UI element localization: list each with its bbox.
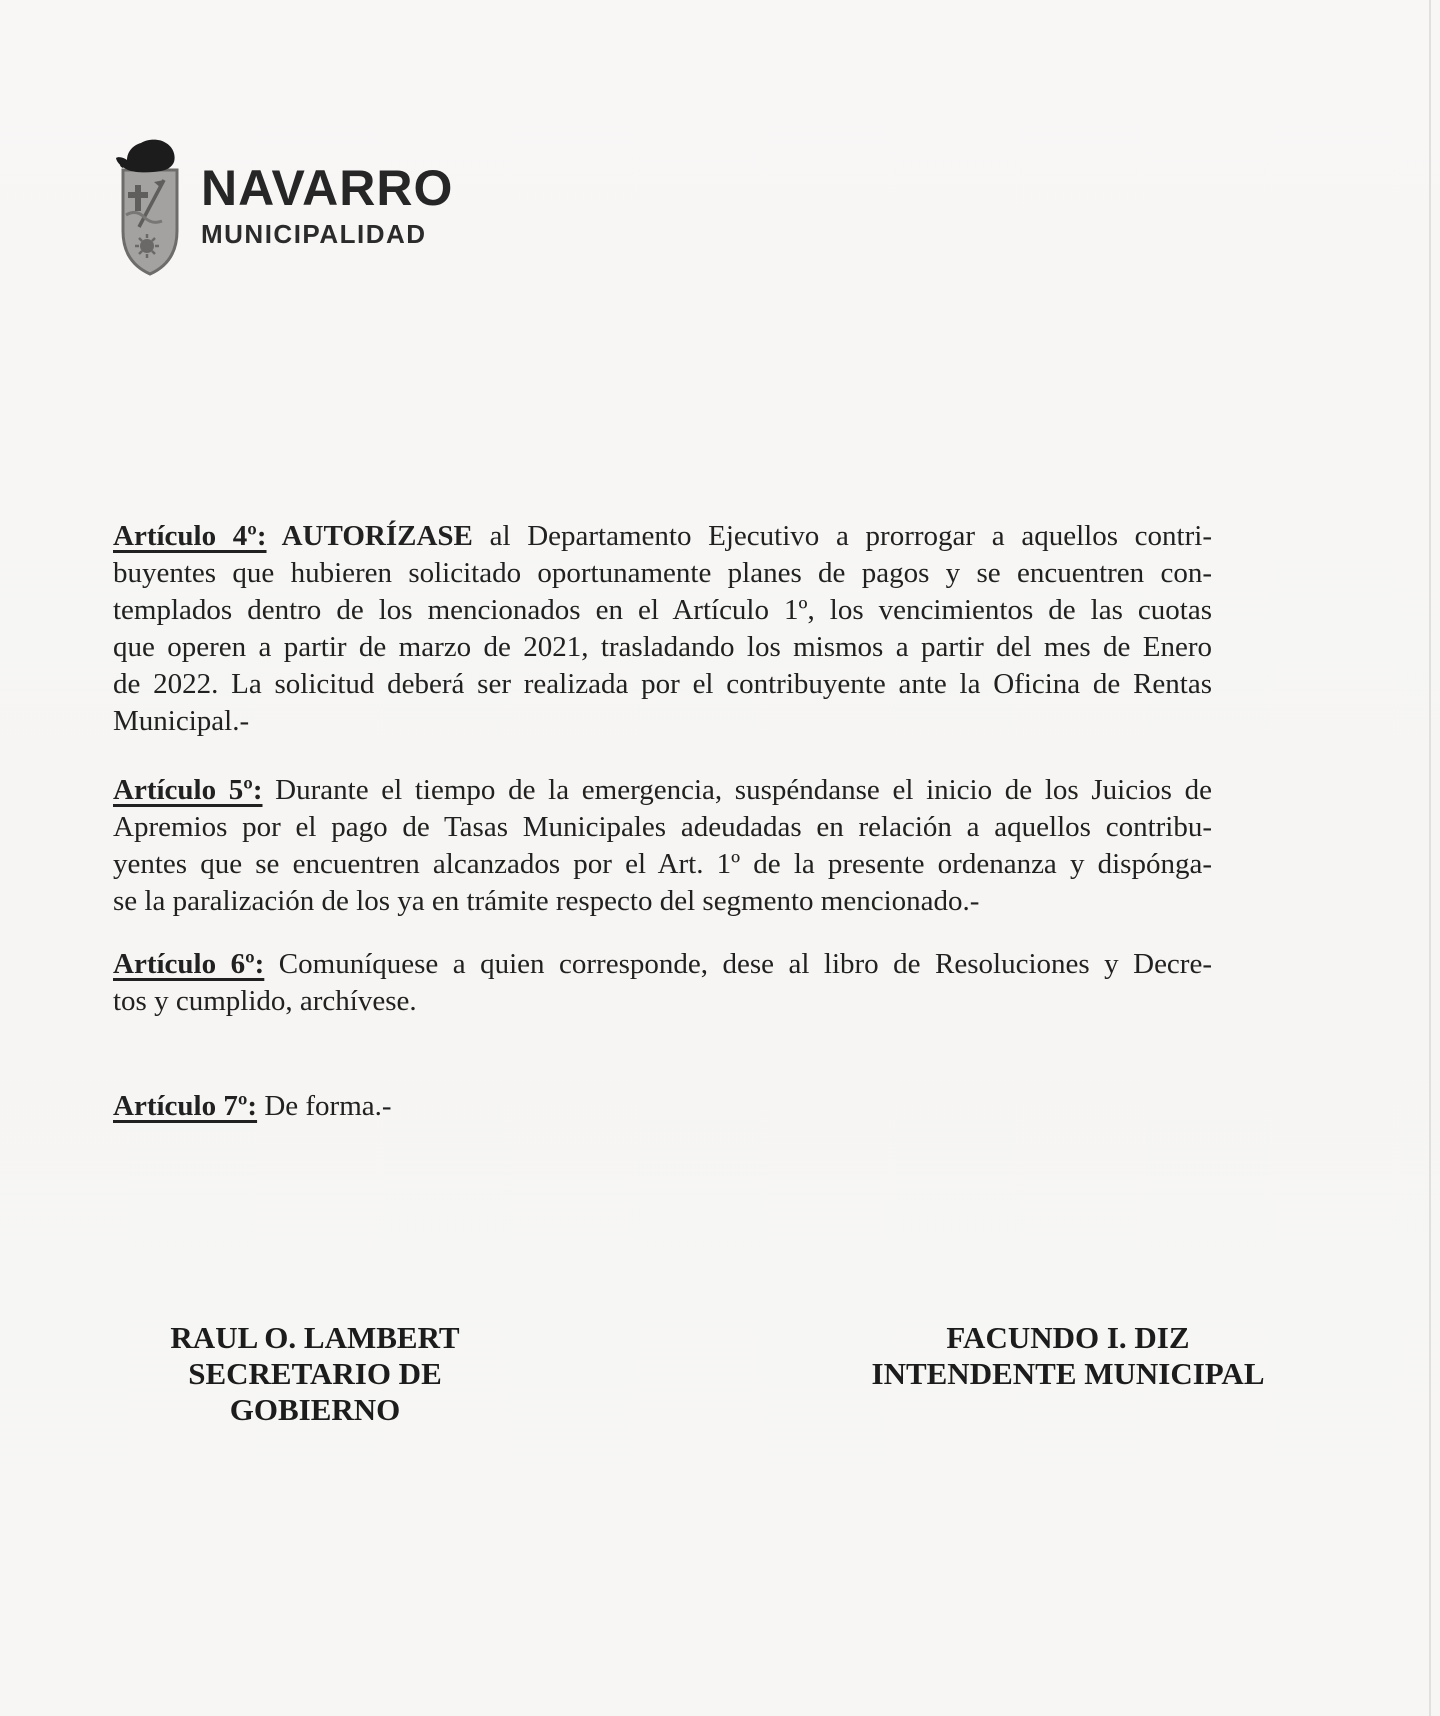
articulo-7	[113, 1088, 1212, 1125]
text-segment: Comuníquese a quien corresponde, dese al libro de Resoluciones y Decre-	[264, 948, 1212, 980]
text-segment: tos y cumplido, archívese.	[113, 985, 417, 1017]
article-line	[113, 666, 1212, 703]
signatory-title: INTENDENTE MUNICIPAL	[871, 1356, 1265, 1391]
articulo-5	[113, 772, 1212, 920]
article-line	[113, 946, 1212, 983]
signature-block	[0, 1320, 1440, 1427]
article-line	[113, 983, 1212, 1020]
articulo-4	[113, 518, 1212, 740]
article-line	[113, 592, 1212, 629]
text-segment: AUTORÍZASE	[266, 520, 473, 552]
text-segment: de 2022. La solicitud deberá ser realizada por el contribuyente ante la Oficina de Rentas	[113, 668, 1212, 700]
text-segment: se la paralización de los ya en trámite respecto del segmento mencionado.-	[113, 885, 980, 917]
logo-subtitle: MUNICIPALIDAD	[201, 219, 427, 249]
article-heading: Artículo 5º:	[113, 774, 263, 806]
text-segment: Municipal.-	[113, 705, 250, 737]
article-heading: Artículo 7º:	[113, 1090, 258, 1122]
signatory-name: RAUL O. LAMBERT	[170, 1320, 460, 1355]
article-line	[113, 555, 1212, 592]
document-articles	[113, 518, 1212, 1125]
text-segment: templados dentro de los mencionados en el Artículo 1º, los vencimientos de las cuotas	[113, 594, 1212, 626]
logo-title: NAVARRO	[201, 160, 454, 216]
signatory-name: FACUNDO I. DIZ	[946, 1320, 1190, 1355]
text-segment: De forma.-	[257, 1090, 392, 1122]
article-line	[113, 772, 1212, 809]
article-line	[113, 1088, 1212, 1125]
article-line	[113, 518, 1212, 555]
logo-text	[201, 160, 454, 249]
signature-right	[858, 1320, 1278, 1392]
article-line	[113, 629, 1212, 666]
article-line	[113, 883, 1212, 920]
municipality-logo	[113, 139, 453, 279]
text-segment: Durante el tiempo de la emergencia, suspéndanse el inicio de los Juicios de	[262, 774, 1212, 806]
signatory-title: SECRETARIO DE GOBIERNO	[188, 1356, 442, 1427]
article-line	[113, 703, 1212, 740]
text-segment: que operen a partir de marzo de 2021, trasladando los mismos a partir del mes de Enero	[113, 631, 1212, 663]
eagle-icon	[116, 140, 175, 173]
article-heading: Artículo 6º:	[113, 948, 265, 980]
article-heading: Artículo 4º:	[113, 520, 267, 552]
text-segment: Apremios por el pago de Tasas Municipales adeudadas en relación a aquellos contribu-	[113, 811, 1212, 843]
text-segment: al Departamento Ejecutivo a prorrogar a aquellos contri-	[472, 520, 1212, 552]
articulo-6	[113, 946, 1212, 1020]
text-segment: yentes que se encuentren alcanzados por el Art. 1º de la presente ordenanza y dispónga-	[113, 848, 1212, 880]
scan-edge-artifact	[1429, 0, 1431, 1716]
navarro-crest-icon	[113, 139, 187, 279]
text-segment: buyentes que hubieren solicitado oportunamente planes de pagos y se encuentren con-	[113, 557, 1212, 589]
article-line	[113, 809, 1212, 846]
article-line	[113, 846, 1212, 883]
signature-left	[105, 1320, 525, 1428]
